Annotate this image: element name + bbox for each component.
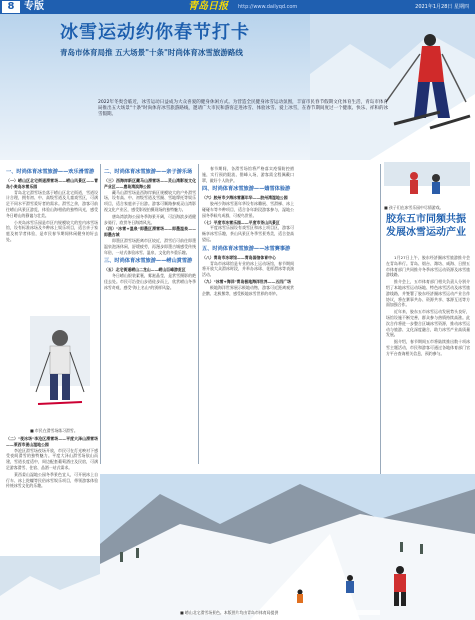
- section-heading-1: 一、时尚体育冰雪旅游——欢乐滑雪游: [6, 169, 95, 175]
- masthead-bar: [0, 0, 475, 14]
- hero-banner: [0, 14, 475, 160]
- feature-headline: 胶东五市同频共振 发展冰雪运动产业: [386, 214, 466, 238]
- article-paragraph: 平度冰雪乐园设有戏雪区和冰上项目区，游客可畅享冰雪乐趣，茶山风景区冬季雪景秀美，适合登高望远。: [202, 225, 294, 242]
- section-heading-5: 五、时尚体育冰雪旅游——冰雪赛事游: [202, 245, 291, 252]
- article-paragraph: 即墨区滑雪场距离市区较近，滑雪后可前往即墨温泉泡汤休闲，舒缓疲劳，再漫步即墨古城感受传统年俗，一站式体验冰雪、温泉、文化的多重乐趣。: [104, 237, 196, 255]
- column-divider: [100, 164, 101, 464]
- ski-resort-photo: [100, 474, 475, 620]
- right-column: [386, 255, 470, 480]
- route-4-title: （四）"冰雪+温泉"即墨区滑雪场——即墨温泉——即墨古城: [104, 226, 196, 238]
- page-headline: 冰雪运动约你春节打卡: [60, 22, 250, 43]
- article-paragraph: 青岛北宅滑雪场坐落于崂山区北宅街道，雪道设计合理，拥有初、中、高级雪道及儿童戏雪区，可满足不同水平滑雪爱好者的需求。滑雪之余，游客可前往崂山风景区游览，体验山海相依的独特风光，感受冬日崂山的静谧与壮美。: [6, 189, 98, 218]
- route-8-title: （八）青岛市冰球馆——青岛国信体育中心: [202, 254, 276, 260]
- article-paragraph: 唐岛湾滨海公园冬季海景开阔，可沿海滨步道健步骑行，欣赏冬日海湾风光。: [104, 213, 196, 225]
- route-5-title: （五）北宅街道崂山二龙山——崂山巨峰游览区: [104, 267, 186, 273]
- article-paragraph: 1月27日上午，胶东经济圈冰雪旅游推介会在青岛举行。青岛、烟台、潍坊、威海、日照五市体育部门共同推介冬季冰雪运动资源及冰雪旅游线路。: [386, 255, 470, 278]
- article-paragraph: 小麦岛冰雪乐园是市区内规模较大的室内冰雪场馆，设有标准冰场及多种冰上娱乐项目，适合亲子家庭及初学者体验，是市民春节期间休闲健身的好去处。: [6, 219, 98, 242]
- snow-slope-photo: [0, 556, 100, 620]
- kids-snow-photo: [384, 162, 470, 204]
- child-skier-photo: [30, 316, 90, 426]
- section-heading-4: 四、时尚体育冰雪旅游——嬉雪体验游: [202, 186, 291, 193]
- page-subheadline: 青岛市体育局推 五大场景"十条"时尚体育冰雪旅游路线: [60, 48, 243, 57]
- skier-hero-photo: [310, 14, 475, 160]
- column-divider: [198, 164, 199, 464]
- article-paragraph: 冬日崂山银装素裹，雾凇晶莹，是赏雪摄影的绝佳去处。市民可沿登山步道徒步而上，欣赏崂山冬季冰雪奇观，感受"海上名山"的别样风姿。: [104, 273, 196, 290]
- article-paragraph: 李沧区滑雪场夜场开放，市民可在灯光映衬下感受夜间滑雪的独特魅力。平度大泽山滑雪场依山而建，雪道长度适中，周边配套葡萄酒庄及民宿，可满足游客滑雪、住宿、品酒一站式需求。: [6, 447, 98, 470]
- page-number: 8: [2, 1, 20, 13]
- website-url: http://www.dailyqd.com: [238, 4, 298, 10]
- route-7-title: （七）平度市冰雪乐园——平度市茶山风景区: [202, 219, 280, 225]
- article-paragraph: 近年来，胶东五市冰雪运动发展势头良好，场馆设施不断完善，群众参与热情持续高涨。此次合作将进一步整合区域冰雪资源，推动冰雪运动与旅游、文化深度融合，助力冰雪产业高质量发展。: [386, 309, 470, 338]
- section-heading-2: 二、时尚体育冰雪旅游——亲子游乐场: [104, 169, 193, 175]
- article-paragraph: 据介绍，春节期间五市将陆续推出数十项冰雪主题活动，市民和游客可通过各地体育部门官方平台查询相关信息，预约参与。: [386, 339, 470, 356]
- bottom-photo-caption: ■ 崂山北宅滑雪场景色。本版图片均由青岛市体育局提供: [180, 610, 380, 615]
- column-divider: [380, 164, 381, 480]
- section-label: 专版: [24, 1, 44, 12]
- article-paragraph: 莱西姜山湿地公园冬季景色宜人，可开展冰上自行车、冰上陀螺等民俗冰雪娱乐项目，带领游客体验传统冰雪文化的乐趣。: [6, 471, 98, 489]
- article-paragraph: 春节期间，各滑雪场馆将严格落实疫情防控措施，实行预约限流、错峰入场，游客需全程佩戴口罩，做好个人防护。: [202, 166, 294, 183]
- middle-column-2: [202, 166, 294, 471]
- left-column-bottom: [6, 436, 98, 556]
- right-photo-caption: ■ 孩子们在冰雪乐园中尽情游戏。: [384, 205, 444, 210]
- left-photo-caption: ■ 市民在滑雪场练习滑雪。: [30, 428, 78, 433]
- article-paragraph: 青岛市冰球馆是专业的冰上运动场馆，春节期间将开放大众滑冰时段，并举办冰球、花样滑冰等表演活动。: [202, 260, 294, 278]
- article-paragraph: 胶州少海冰雪嘉年华设有冰雕展、雪滑梯、冰上碰碰车等多种项目，适合各年龄段游客参与，湿地公园冬季候鸟成群，可观鸟赏景。: [202, 201, 294, 218]
- article-paragraph: 推介会上，五市体育部门相关负责人分别介绍了本地冰雪运动场地、特色冰雪活动及冰雪旅游线路，并签署了胶东经济圈冰雪运动产业合作协议，将在赛事共办、资源共享、客源互送等方面加强合作。: [386, 279, 470, 308]
- lead-paragraph: 2022年冬奥会临近，冰雪运动日益成为大众喜爱的健身休闲方式。为营造全民健身冰雪运动氛围，丰富市民春节假期文化体育生活，青岛市体育局推出五大场景"十条"时尚体育冰雪旅游路线，邀请广大市民和游客走进冰雪、体验冰雪、爱上冰雪，在春节期间度过一个健康、快乐、祥和的冰雪假期。: [98, 100, 388, 117]
- section-heading-3: 三、时尚体育冰雪旅游——崂山赏雪游: [104, 258, 193, 265]
- route-1-title: （一）崂山区北宅街道滑雪场——崂山风景区——青岛小麦岛冰雪乐园: [6, 178, 98, 189]
- article-paragraph: 藏马山滑雪场是西海岸新区规模较大的户外滑雪场，设有高、中、初级雪道及雪圈、雪地摩托等娱乐项目，适合家庭亲子出游。游客可顺路参观灵山湾影视文化产业区，感受影视拍摄现场的独特魅力。: [104, 189, 196, 212]
- newspaper-logo: 青岛日报: [188, 1, 228, 12]
- route-2-title: （二）"夜冰场"李沧区滑雪场——平度大泽山滑雪场——莱西市姜山湿地公园: [6, 436, 98, 447]
- article-paragraph: 极地海洋世界展示极地动物，游客可近距离观赏企鹅、北极熊等，感受极地冰雪世界的奇妙。: [202, 284, 294, 296]
- middle-column-1: [104, 166, 196, 471]
- route-6-title: （六）胶州市少海冰雪嘉年华——胶州湾湿地公园: [202, 195, 288, 201]
- issue-date: 2021年1月28日 星期四: [415, 4, 469, 10]
- route-3-title: （三）西海岸新区藏马山滑雪场——灵山湾影视文化产业区——唐岛湾滨海公园: [104, 178, 196, 189]
- left-column-top: [6, 166, 98, 314]
- route-9-title: （九）"冰雪+海洋"青岛极地海洋世界——五四广场: [202, 278, 292, 284]
